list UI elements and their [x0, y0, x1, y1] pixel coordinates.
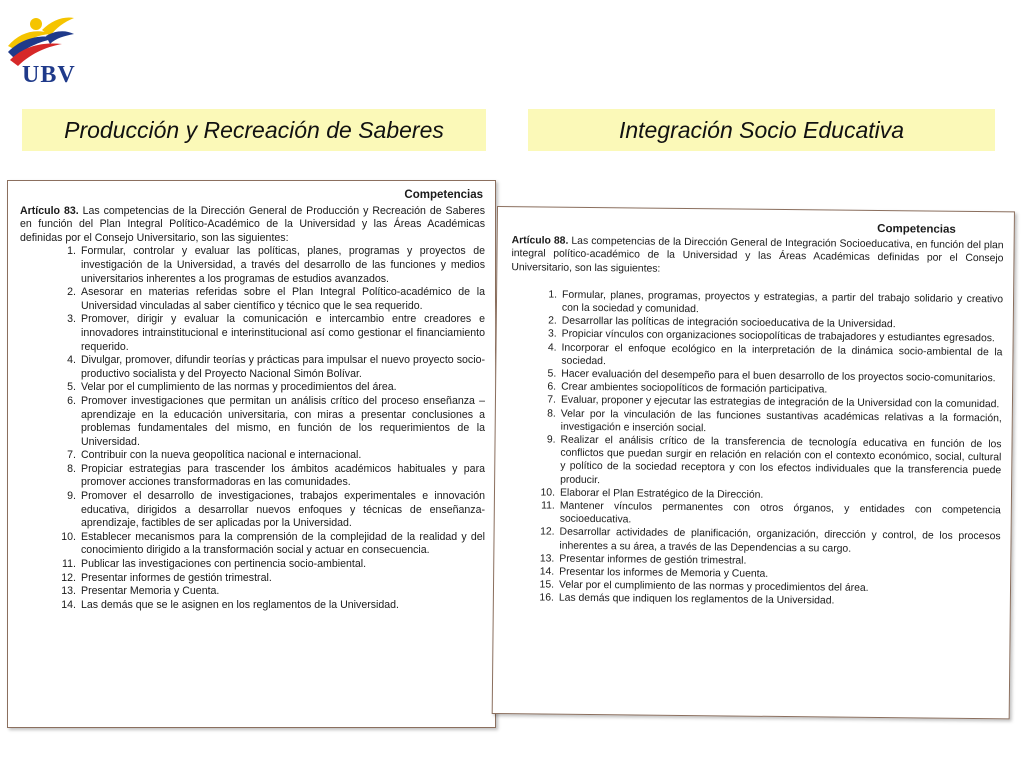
- doc-left-item: [20, 585, 485, 599]
- doc-left-item-number: 14.: [61, 598, 76, 611]
- doc-right-intro-text: Las competencias de la Dirección General de Integración Socioeducativa, en función del plan integral político-académico de la Universidad y las Áreas Académicas definidas por el Consejo Universitario, son las siguientes:: [511, 235, 1004, 275]
- doc-left-item: [20, 286, 485, 313]
- doc-left-item-text: Contribuir con la nueva geopolítica nacional e internacional.: [81, 449, 362, 462]
- doc-right-item-text: Formular, planes, programas, proyectos y estrategias, a partir del trabajo solidario y creativo con la sociedad y comunidad.: [561, 289, 1004, 316]
- doc-right-item-text: Crear ambientes sociopolíticos de formación participativa.: [561, 381, 828, 396]
- doc-left-item-number: 5.: [67, 381, 76, 394]
- doc-right-item-number: 5.: [547, 368, 557, 380]
- doc-left-item: [20, 395, 485, 449]
- doc-left-item-text: Velar por el cumplimiento de las normas y procedimientos del área.: [81, 381, 397, 394]
- doc-left-item-text: Publicar las investigaciones con pertinencia socio-ambiental.: [81, 558, 367, 571]
- doc-left-item: [20, 531, 485, 558]
- doc-right-item-number: 16.: [539, 592, 554, 605]
- doc-right-item-number: 6.: [547, 381, 557, 393]
- doc-left-item: [20, 463, 485, 490]
- doc-right-item-text: Evaluar, proponer y ejecutar las estrategias de integración de la Universidad con la comunidad.: [560, 395, 1000, 411]
- doc-left-item-text: Presentar informes de gestión trimestral.: [81, 571, 272, 584]
- doc-left-item-number: 3.: [67, 313, 76, 326]
- doc-left-item-number: 11.: [62, 558, 76, 571]
- doc-left-item-number: 13.: [61, 585, 76, 598]
- doc-left-item: [20, 490, 485, 531]
- doc-left-item-number: 7.: [67, 449, 76, 462]
- doc-right-item-text: Elaborar el Plan Estratégico de la Dirección.: [559, 487, 764, 501]
- doc-left-item-number: 10.: [61, 530, 76, 543]
- doc-right-item-text: Presentar los informes de Memoria y Cuenta.: [559, 566, 769, 580]
- doc-right-item-number: 7.: [547, 394, 557, 407]
- doc-right-item-number: 14.: [539, 566, 555, 578]
- document-articulo-83: [7, 180, 496, 728]
- doc-right-article: Artículo 88.: [511, 235, 569, 247]
- doc-left-item-text: Propiciar estrategias para trascender los ámbitos académicos habituales y para promover acciones transformadoras en las comunidades.: [81, 462, 485, 489]
- doc-left-item: [20, 572, 485, 586]
- doc-right-item-text: Realizar el análisis crítico de la transferencia de tecnología educativa en función de los conflictos que puedan surgir en relación en relación con el contexto económico, social, cultural y político de la sociedad receptora y con los efectos individuales que la transferencia puede producir.: [560, 434, 1002, 486]
- doc-right-heading: Competencias: [877, 222, 956, 236]
- doc-left-item: [20, 449, 485, 463]
- doc-left-item-text: Presentar Memoria y Cuenta.: [81, 585, 220, 598]
- doc-right-item-text: Velar por la vinculación de las funciones sustantivas académicas relativas a la formación, investigación e inserción social.: [560, 408, 1002, 435]
- doc-right-item-number: 8.: [547, 408, 556, 420]
- doc-right-item-text: Mantener vínculos permanentes con otros órganos, y entidades con competencia socioeducativa.: [559, 500, 1001, 526]
- doc-right-item: [509, 433, 1002, 491]
- doc-right-item-number: 11.: [541, 500, 555, 512]
- doc-left-item-number: 4.: [67, 354, 76, 367]
- doc-left-item-number: 8.: [67, 462, 76, 475]
- document-articulo-88: [492, 206, 1015, 719]
- doc-right-item-text: Incorporar el enfoque ecológico en la interpretación de la dinámica socio-ambiental de la sociedad.: [561, 342, 1003, 367]
- doc-right-item-text: Propiciar vínculos con organizaciones sociopolíticas de trabajadores y estudiantes egresados.: [561, 329, 995, 345]
- doc-left-item: [20, 381, 485, 395]
- doc-right-item-text: Desarrollar actividades de planificación, organización, dirección y control, de los procesos inherentes a su área, a través de las Dependencias a su cargo.: [559, 527, 1001, 555]
- doc-left-item-text: Las demás que se le asignen en los reglamentos de la Universidad.: [81, 598, 400, 611]
- doc-right-item-number: 15.: [539, 579, 555, 591]
- doc-right-item-text: Desarrollar las políticas de integración socioeducativa de la Universidad.: [561, 315, 896, 331]
- doc-left-item-text: Promover el desarrollo de investigaciones, trabajos experimentales e innovación educativa, dirigidos a desarrollar nuevos enfoques y técnicas de enseñanza-aprendizaje, factibles de ser aplicadas por la Universidad.: [81, 490, 485, 530]
- ubv-logo-text: UBV: [22, 62, 76, 88]
- doc-right-item-text: Las demás que indiquen los reglamentos de la Universidad.: [558, 593, 835, 608]
- doc-right-item-number: 13.: [539, 553, 555, 565]
- doc-right-list: [508, 288, 1003, 610]
- doc-right-item-number: 12.: [540, 526, 555, 539]
- doc-left-item-text: Promover, dirigir y evaluar la comunicación e intercambio entre creadores e innovadores intrainstitucional e interinstitucional así como gestionar el financiamiento requerido.: [81, 313, 485, 353]
- doc-left-item-number: 9.: [67, 490, 76, 503]
- doc-left-item-text: Divulgar, promover, difundir teorías y prácticas para impulsar el nuevo proyecto socio-productivo socialista y del Proyecto Nacional Simón Bolívar.: [81, 354, 485, 380]
- doc-left-intro: [20, 205, 485, 246]
- doc-right-item-number: 10.: [540, 487, 556, 499]
- doc-right-item-number: 2.: [548, 315, 557, 327]
- banner-produccion-saberes: Producción y Recreación de Saberes: [22, 109, 486, 151]
- doc-left-item-text: Asesorar en materias referidas sobre el Plan Integral Político-académico de la Universidad vinculadas al saber científico y técnico que le sea requerido.: [81, 286, 485, 312]
- doc-right-item-number: 4.: [547, 342, 557, 354]
- doc-right-item-text: Presentar informes de gestión trimestral.: [559, 553, 747, 567]
- doc-left-list: [20, 245, 485, 612]
- doc-left-item-number: 1.: [67, 245, 76, 258]
- ubv-emblem-icon: [2, 8, 78, 68]
- doc-left-item: [20, 313, 485, 354]
- doc-left-item-number: 6.: [67, 394, 76, 407]
- doc-right-intro: [511, 234, 1003, 279]
- doc-left-item-text: Formular, controlar y evaluar las políticas, planes, programas y proyectos de investigación de la Universidad, a través del desarrollo de las funciones y medios universitarios inherentes a los programas de estudios avanzados.: [81, 245, 485, 285]
- doc-right-item-text: Hacer evaluación del desempeño para el buen desarrollo de los proyectos socio-comunitarios.: [561, 368, 996, 385]
- doc-left-item-number: 2.: [67, 286, 76, 299]
- doc-left-intro-text: Las competencias de la Dirección General de Producción y Recreación de Saberes en función del Plan Integral Político-Académico de la Universidad y las Áreas Académicas definidas por el Consejo Universitario, son las siguientes:: [20, 204, 485, 244]
- doc-left-item: [20, 599, 485, 613]
- doc-left-item: [20, 245, 485, 286]
- doc-right-item-number: 3.: [547, 328, 557, 341]
- doc-left-item-text: Promover investigaciones que permitan un análisis crítico del proceso enseñanza – aprendizaje en la educación universitaria, con miras a presentar conclusiones a problemas fundamentales del mismo, en función de los requerimientos de la Universidad.: [81, 394, 485, 448]
- doc-left-item: [20, 354, 485, 381]
- doc-left-item: [20, 558, 485, 572]
- ubv-logo: [0, 0, 80, 100]
- banner-integracion-socio-educativa: Integración Socio Educativa: [528, 109, 995, 151]
- doc-left-heading: Competencias: [404, 189, 483, 201]
- doc-right-item-number: 1.: [548, 289, 558, 301]
- doc-right-item-number: 9.: [546, 434, 556, 446]
- doc-left-article: Artículo 83.: [20, 204, 79, 217]
- doc-left-item-number: 12.: [61, 571, 76, 584]
- doc-left-item-text: Establecer mecanismos para la comprensión de la complejidad de la realidad y del conocimiento dirigido a la transformación social y actuar en consecuencia.: [81, 530, 485, 557]
- doc-right-item-text: Velar por el cumplimiento de las normas y procedimientos del área.: [558, 579, 869, 595]
